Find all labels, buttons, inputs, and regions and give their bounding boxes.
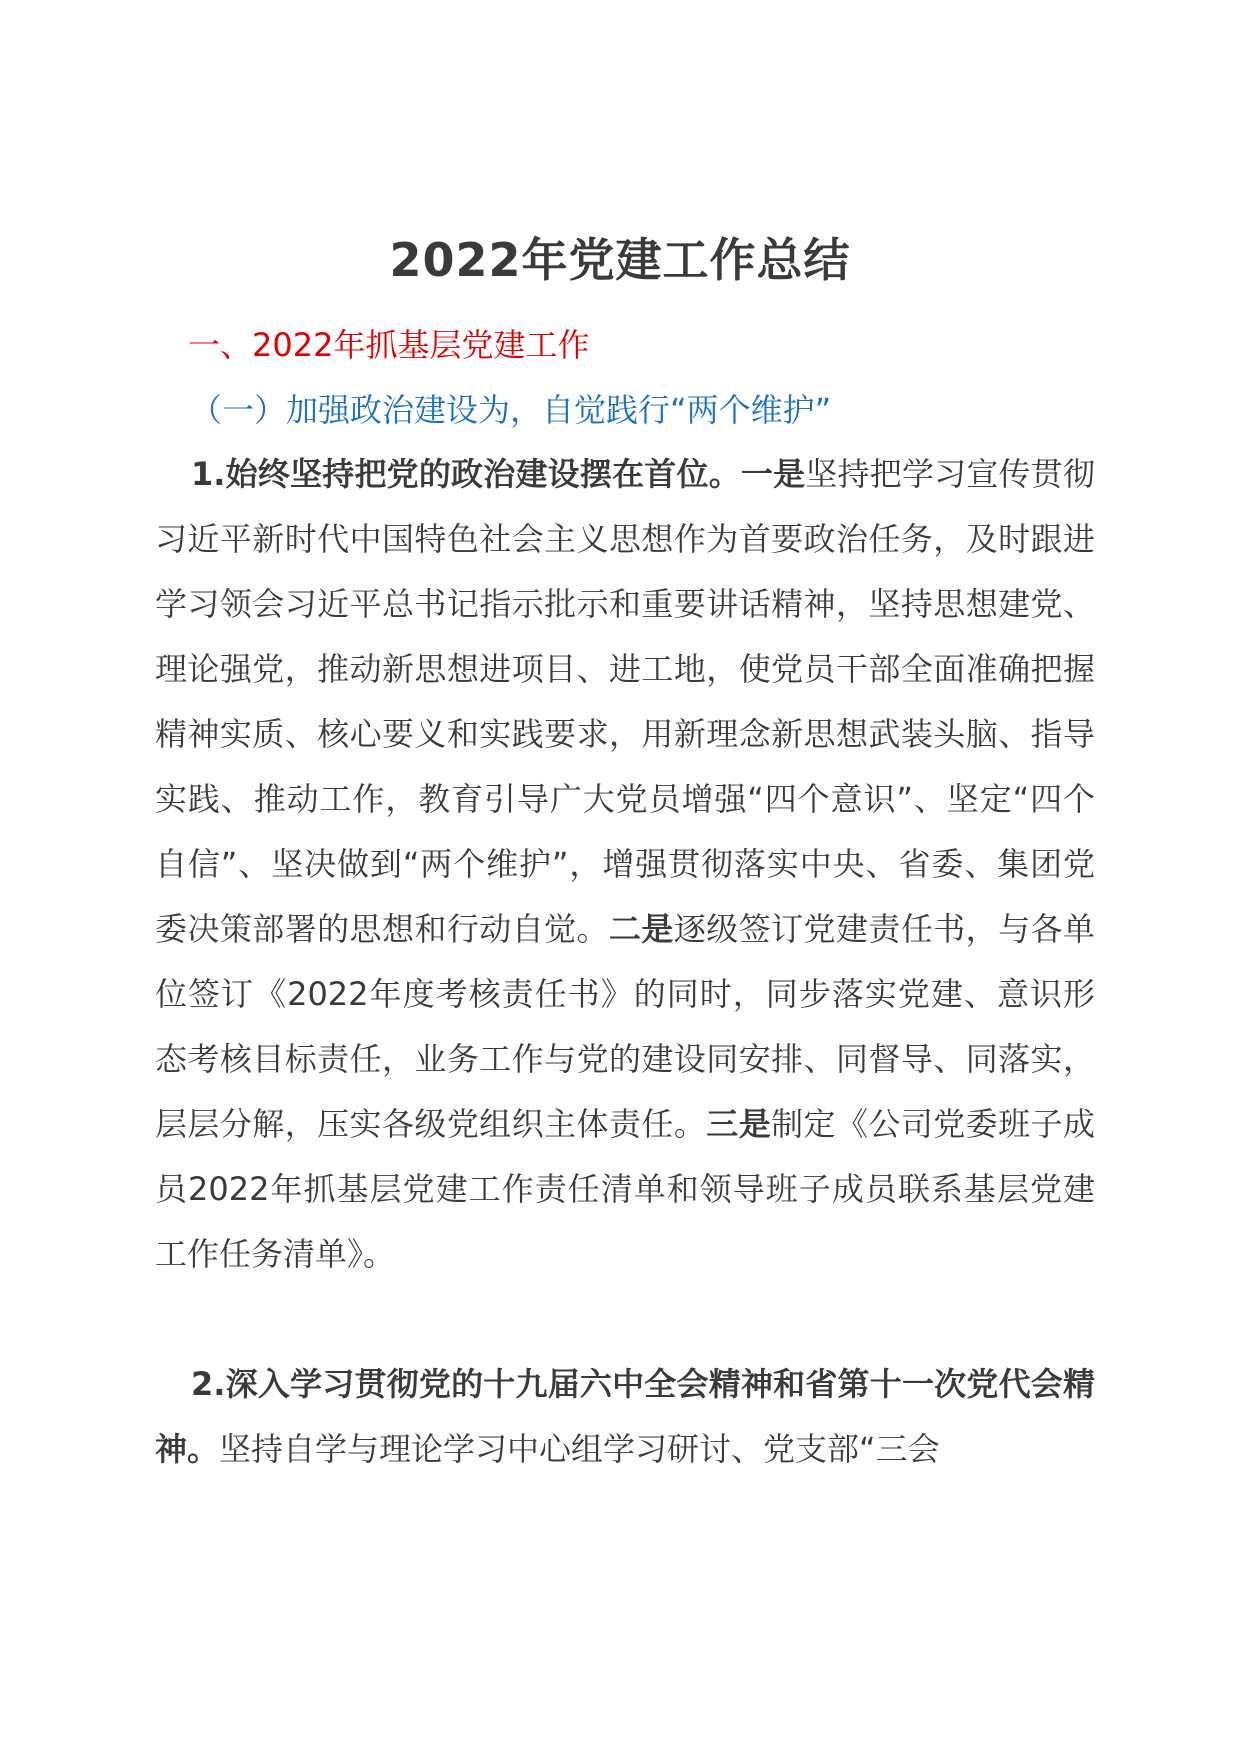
paragraph-2-text: 坚持自学与理论学习中心组学习研讨、党支部“三会 <box>219 1430 940 1468</box>
paragraph-1-lead: 1.始终坚持把党的政治建设摆在首位。 <box>191 455 741 493</box>
item-2-text: 逐级签订党建责任书，与各单位签订《2022年度考核责任书》的同时，同步落实党建、意识形态考核目标责任，业务工作与党的建设同安排、同督导、同落实，层层分解，压实各级党组织主体责任。 <box>155 910 1095 1143</box>
paragraph-2 <box>155 1352 1095 1482</box>
item-1-text: 坚持把学习宣传贯彻习近平新时代中国特色社会主义思想作为首要政治任务，及时跟进学习领会习近平总书记指示批示和重要讲话精神，坚持思想建党、理论强党，推动新思想进项目、进工地，使党员干部全面准确把握精神实质、核心要义和实践要求，用新理念新思想武装头脑、指导实践、推动工作，教育引导广大党员增强“四个意识”、坚定“四个自信”、坚决做到“两个维护”，增强贯彻落实中央、省委、集团党委决策部署的思想和行动自觉。 <box>155 455 1095 948</box>
item-3-marker: 三是 <box>706 1105 772 1143</box>
item-3-text: 制定《公司党委班子成员2022年抓基层党建工作责任清单和领导班子成员联系基层党建工作任务清单》。 <box>155 1105 1095 1273</box>
section-heading-1: 一、2022年抓基层党建工作 <box>188 326 590 364</box>
subsection-heading: （一）加强政治建设为，自觉践行“两个维护” <box>190 391 832 429</box>
item-1-marker: 一是 <box>740 455 806 493</box>
paragraph-2-lead: 2.深入学习贯彻党的十九届六中全会精神和省第十一次党代会精神。 <box>155 1365 1095 1468</box>
item-2-marker: 二是 <box>608 910 674 948</box>
document-title: 2022年党建工作总结 <box>389 233 851 287</box>
paragraph-1 <box>155 442 1095 1287</box>
